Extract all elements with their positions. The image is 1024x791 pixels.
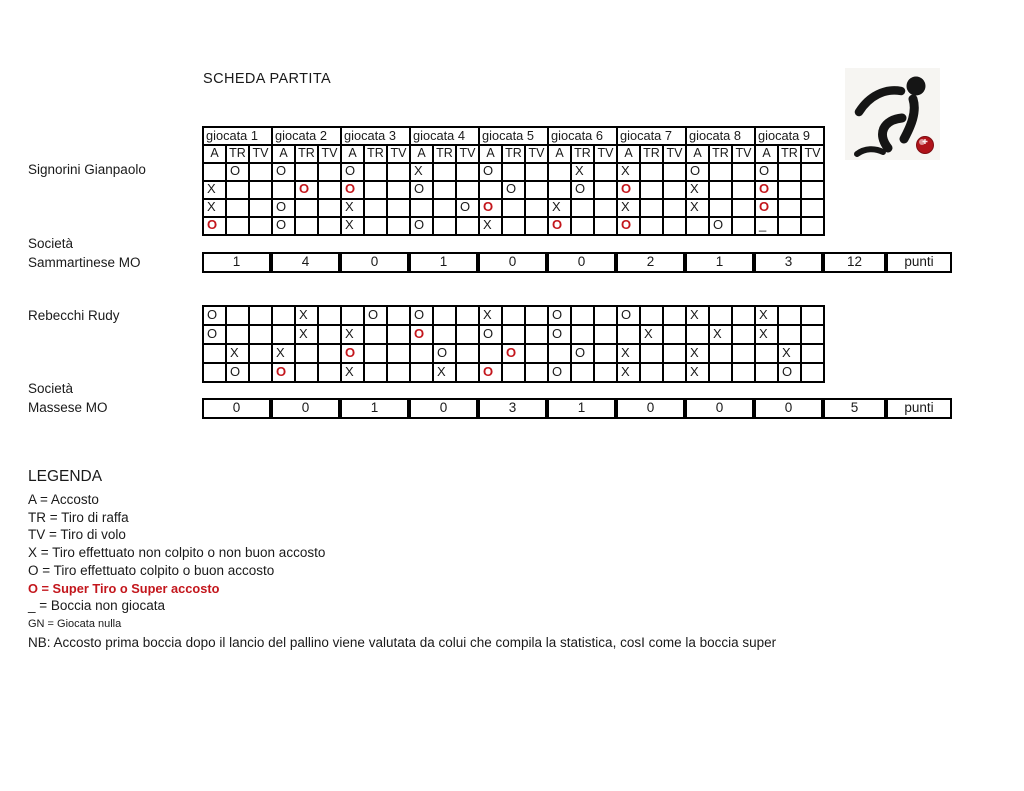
shot-type-header-cell: A — [204, 146, 227, 164]
giocata-header-cell: giocata 3 — [342, 128, 411, 146]
match-cell — [457, 218, 480, 236]
match-cell — [296, 164, 319, 182]
match-cell — [779, 307, 802, 326]
match-cell — [365, 364, 388, 383]
match-cell — [779, 182, 802, 200]
match-cell — [595, 182, 618, 200]
match-cell — [664, 218, 687, 236]
giocata-header-cell: giocata 2 — [273, 128, 342, 146]
match-cell — [457, 182, 480, 200]
shot-type-header-cell: TV — [733, 146, 756, 164]
match-cell: O — [687, 164, 710, 182]
match-cell — [733, 307, 756, 326]
match-cell: O — [549, 307, 572, 326]
match-cell: X — [342, 326, 365, 345]
points-total-cell: 12 — [823, 252, 886, 273]
match-cell — [664, 200, 687, 218]
points-cell: 1 — [409, 252, 478, 273]
match-cell — [526, 364, 549, 383]
match-cell — [526, 164, 549, 182]
points-cell: 1 — [685, 252, 754, 273]
match-cell: O — [273, 218, 296, 236]
match-cell — [434, 200, 457, 218]
match-cell — [319, 164, 342, 182]
scorecard-table-player2 — [202, 305, 825, 383]
match-cell — [434, 218, 457, 236]
match-cell — [204, 164, 227, 182]
giocata-header-cell: giocata 8 — [687, 128, 756, 146]
giocata-header-cell: giocata 9 — [756, 128, 825, 146]
match-cell: O — [503, 345, 526, 364]
match-cell: X — [687, 182, 710, 200]
match-cell: O — [480, 326, 503, 345]
points-label-cell: punti — [886, 398, 952, 419]
match-cell: X — [710, 326, 733, 345]
giocata-header-cell: giocata 1 — [204, 128, 273, 146]
match-cell — [595, 218, 618, 236]
match-cell: X — [618, 164, 641, 182]
match-cell — [388, 164, 411, 182]
match-cell — [733, 326, 756, 345]
match-cell — [733, 182, 756, 200]
match-cell — [388, 200, 411, 218]
match-cell — [411, 200, 434, 218]
match-cell — [710, 182, 733, 200]
match-cell: X — [342, 200, 365, 218]
match-cell: O — [296, 182, 319, 200]
match-cell: O — [618, 218, 641, 236]
match-cell — [503, 307, 526, 326]
match-cell — [802, 218, 825, 236]
match-cell — [273, 307, 296, 326]
match-cell: X — [687, 307, 710, 326]
match-cell — [802, 326, 825, 345]
match-cell — [388, 182, 411, 200]
legend-items — [28, 491, 908, 652]
legend — [28, 468, 908, 652]
points-row-player2 — [202, 398, 952, 419]
match-cell — [641, 182, 664, 200]
match-cell: O — [273, 200, 296, 218]
legend-item: A = Accosto — [28, 492, 99, 507]
match-cell — [388, 364, 411, 383]
match-cell — [457, 307, 480, 326]
match-cell: X — [296, 326, 319, 345]
player2-society-label: Società — [28, 381, 74, 396]
match-cell: O — [204, 307, 227, 326]
match-cell: X — [618, 200, 641, 218]
legend-item: _ = Boccia non giocata — [28, 598, 165, 614]
match-cell — [595, 345, 618, 364]
match-cell — [549, 345, 572, 364]
match-cell — [733, 218, 756, 236]
match-cell — [779, 164, 802, 182]
match-cell: O — [480, 164, 503, 182]
match-cell — [388, 307, 411, 326]
points-cell: 0 — [547, 252, 616, 273]
match-cell: O — [365, 307, 388, 326]
match-cell: O — [480, 200, 503, 218]
match-cell: O — [411, 182, 434, 200]
match-cell — [710, 364, 733, 383]
points-cell: 3 — [478, 398, 547, 419]
points-cell: 0 — [409, 398, 478, 419]
legend-item: O = Super Tiro o Super accosto — [28, 580, 220, 596]
match-cell — [250, 200, 273, 218]
match-cell: O — [572, 182, 595, 200]
match-cell: O — [572, 345, 595, 364]
match-cell — [756, 364, 779, 383]
shot-type-header-cell: TR — [641, 146, 664, 164]
match-cell: O — [618, 307, 641, 326]
points-cell: 2 — [616, 252, 685, 273]
match-cell — [526, 218, 549, 236]
match-cell — [664, 364, 687, 383]
match-cell: O — [204, 326, 227, 345]
shot-type-header-cell: A — [687, 146, 710, 164]
scorecard-table-player1 — [202, 126, 825, 236]
legend-item: X = Tiro effettuato non colpito o non buon accosto — [28, 545, 326, 561]
shot-type-header-cell: A — [618, 146, 641, 164]
giocata-header-cell: giocata 6 — [549, 128, 618, 146]
match-cell — [250, 364, 273, 383]
shot-type-header-cell: TR — [779, 146, 802, 164]
shot-type-header-cell: TV — [526, 146, 549, 164]
match-cell — [319, 326, 342, 345]
match-cell: X — [641, 326, 664, 345]
match-cell: X — [687, 200, 710, 218]
match-cell — [756, 345, 779, 364]
match-cell: O — [710, 218, 733, 236]
points-row-player1 — [202, 252, 952, 273]
match-cell — [480, 182, 503, 200]
match-cell — [388, 326, 411, 345]
match-cell — [802, 182, 825, 200]
match-cell: O — [549, 326, 572, 345]
match-cell — [779, 326, 802, 345]
match-cell: X — [342, 218, 365, 236]
match-cell: O — [411, 307, 434, 326]
points-cell: 0 — [754, 398, 823, 419]
match-cell — [503, 364, 526, 383]
match-cell: X — [273, 345, 296, 364]
match-cell — [526, 182, 549, 200]
match-cell: X — [687, 364, 710, 383]
points-cell: 0 — [271, 398, 340, 419]
match-cell: X — [618, 345, 641, 364]
shot-type-header-cell: TV — [595, 146, 618, 164]
points-cell: 1 — [547, 398, 616, 419]
match-cell: _ — [756, 218, 779, 236]
match-cell: O — [779, 364, 802, 383]
giocata-header-cell: giocata 5 — [480, 128, 549, 146]
match-cell — [595, 200, 618, 218]
match-cell: O — [273, 364, 296, 383]
match-cell — [802, 164, 825, 182]
match-cell: O — [411, 218, 434, 236]
shot-type-header-cell: TR — [365, 146, 388, 164]
match-cell — [319, 345, 342, 364]
match-cell — [319, 200, 342, 218]
legend-item: O = Tiro effettuato colpito o buon accosto — [28, 562, 275, 578]
match-cell: X — [296, 307, 319, 326]
match-cell — [595, 164, 618, 182]
points-cell: 0 — [616, 398, 685, 419]
match-cell: O — [549, 218, 572, 236]
match-cell: X — [227, 345, 250, 364]
match-cell — [802, 200, 825, 218]
match-cell — [733, 345, 756, 364]
shot-type-header-cell: A — [549, 146, 572, 164]
match-cell — [365, 218, 388, 236]
match-cell: O — [227, 364, 250, 383]
match-cell — [250, 182, 273, 200]
match-cell — [641, 307, 664, 326]
match-cell: O — [204, 218, 227, 236]
match-cell — [227, 307, 250, 326]
player2-name: Rebecchi Rudy — [28, 308, 120, 323]
match-cell — [250, 218, 273, 236]
shot-type-header-cell: A — [480, 146, 503, 164]
match-cell — [434, 326, 457, 345]
legend-title: LEGENDA — [28, 468, 103, 485]
match-cell — [411, 345, 434, 364]
match-cell — [480, 345, 503, 364]
match-cell: O — [342, 345, 365, 364]
match-cell — [526, 345, 549, 364]
match-cell — [250, 326, 273, 345]
match-cell: O — [756, 164, 779, 182]
player1-name: Signorini Gianpaolo — [28, 162, 146, 177]
match-cell — [204, 345, 227, 364]
match-cell — [365, 345, 388, 364]
match-cell — [503, 218, 526, 236]
shot-type-header-cell: TV — [319, 146, 342, 164]
match-cell — [319, 218, 342, 236]
match-cell — [802, 345, 825, 364]
match-cell — [227, 218, 250, 236]
match-cell — [641, 218, 664, 236]
legend-item: TR = Tiro di raffa — [28, 509, 129, 525]
match-cell — [434, 164, 457, 182]
match-cell: X — [618, 364, 641, 383]
match-cell — [779, 200, 802, 218]
match-cell — [664, 164, 687, 182]
match-cell: X — [480, 218, 503, 236]
match-cell — [687, 218, 710, 236]
match-cell: O — [503, 182, 526, 200]
match-cell: X — [434, 364, 457, 383]
match-cell — [664, 182, 687, 200]
giocata-header-cell: giocata 7 — [618, 128, 687, 146]
points-cell: 3 — [754, 252, 823, 273]
page-title: SCHEDA PARTITA — [203, 71, 332, 87]
match-cell: O — [756, 200, 779, 218]
match-cell — [365, 200, 388, 218]
match-cell — [641, 345, 664, 364]
player-head-shape — [907, 77, 926, 96]
match-cell — [526, 200, 549, 218]
match-cell: O — [227, 164, 250, 182]
legend-item: GN = Giocata nulla — [28, 617, 122, 630]
match-cell — [365, 182, 388, 200]
match-cell: O — [273, 164, 296, 182]
match-cell: X — [204, 200, 227, 218]
shot-type-header-cell: TR — [227, 146, 250, 164]
match-cell — [204, 364, 227, 383]
match-cell — [595, 307, 618, 326]
match-cell — [526, 307, 549, 326]
match-cell — [572, 364, 595, 383]
shot-type-header-cell: A — [273, 146, 296, 164]
match-cell — [710, 164, 733, 182]
match-cell — [572, 326, 595, 345]
match-cell — [457, 364, 480, 383]
match-cell — [388, 345, 411, 364]
match-cell — [296, 345, 319, 364]
match-cell — [227, 182, 250, 200]
match-cell — [227, 200, 250, 218]
match-cell — [572, 218, 595, 236]
shot-type-header-cell: A — [756, 146, 779, 164]
match-cell — [319, 364, 342, 383]
match-cell — [365, 164, 388, 182]
bocce-player-logo — [845, 68, 940, 160]
match-cell — [595, 326, 618, 345]
points-cell: 0 — [478, 252, 547, 273]
match-cell — [733, 200, 756, 218]
points-cell: 0 — [340, 252, 409, 273]
match-cell — [641, 200, 664, 218]
giocata-header-cell: giocata 4 — [411, 128, 480, 146]
match-cell: X — [411, 164, 434, 182]
shot-type-header-cell: TR — [296, 146, 319, 164]
match-cell — [342, 307, 365, 326]
legend-item: TV = Tiro di volo — [28, 527, 126, 543]
match-cell: O — [756, 182, 779, 200]
shot-type-header-cell: A — [411, 146, 434, 164]
match-cell — [526, 326, 549, 345]
points-label-cell: punti — [886, 252, 952, 273]
match-cell — [296, 218, 319, 236]
shot-type-header-cell: TV — [457, 146, 480, 164]
points-total-cell: 5 — [823, 398, 886, 419]
match-cell — [687, 326, 710, 345]
match-cell — [250, 307, 273, 326]
match-cell — [549, 164, 572, 182]
match-cell — [434, 182, 457, 200]
match-cell — [779, 218, 802, 236]
match-cell: X — [756, 307, 779, 326]
match-cell — [319, 182, 342, 200]
match-cell — [250, 164, 273, 182]
match-cell — [595, 364, 618, 383]
match-cell: X — [549, 200, 572, 218]
match-cell — [273, 182, 296, 200]
match-cell — [664, 326, 687, 345]
match-cell — [296, 200, 319, 218]
match-cell — [503, 164, 526, 182]
match-cell — [641, 364, 664, 383]
match-cell — [733, 364, 756, 383]
match-cell — [503, 326, 526, 345]
match-cell — [503, 200, 526, 218]
match-cell — [802, 364, 825, 383]
shot-type-header-cell: TR — [572, 146, 595, 164]
match-cell — [296, 364, 319, 383]
match-cell: X — [204, 182, 227, 200]
shot-type-header-cell: TV — [388, 146, 411, 164]
match-cell: O — [434, 345, 457, 364]
match-cell — [250, 345, 273, 364]
match-cell — [641, 164, 664, 182]
match-cell: O — [549, 364, 572, 383]
shot-type-header-cell: TV — [802, 146, 825, 164]
match-cell — [572, 307, 595, 326]
player1-society-name: Sammartinese MO — [28, 255, 141, 270]
match-cell — [664, 307, 687, 326]
match-cell — [273, 326, 296, 345]
match-cell — [457, 326, 480, 345]
match-cell — [227, 326, 250, 345]
match-cell — [457, 164, 480, 182]
match-cell — [572, 200, 595, 218]
match-cell — [802, 307, 825, 326]
player1-society-label: Società — [28, 236, 74, 251]
match-cell: X — [779, 345, 802, 364]
match-cell: O — [457, 200, 480, 218]
shot-type-header-cell: TR — [503, 146, 526, 164]
points-cell: 1 — [202, 252, 271, 273]
points-cell: 0 — [685, 398, 754, 419]
match-cell — [434, 307, 457, 326]
shot-type-header-cell: TR — [710, 146, 733, 164]
match-cell: X — [480, 307, 503, 326]
match-cell: X — [572, 164, 595, 182]
match-cell — [710, 345, 733, 364]
points-cell: 1 — [340, 398, 409, 419]
match-cell — [319, 307, 342, 326]
points-cell: 0 — [202, 398, 271, 419]
match-cell: O — [342, 164, 365, 182]
match-cell — [365, 326, 388, 345]
match-cell — [618, 326, 641, 345]
match-cell: O — [480, 364, 503, 383]
legend-item: NB: Accosto prima boccia dopo il lancio del pallino viene valutata da colui che compila la statistica, cosI come la boccia super — [28, 635, 777, 651]
shot-type-header-cell: TV — [664, 146, 687, 164]
match-cell: O — [618, 182, 641, 200]
shot-type-header-cell: TV — [250, 146, 273, 164]
match-cell: X — [342, 364, 365, 383]
match-cell — [733, 164, 756, 182]
points-cell: 4 — [271, 252, 340, 273]
match-cell — [549, 182, 572, 200]
match-cell: X — [756, 326, 779, 345]
match-cell — [710, 200, 733, 218]
match-cell — [710, 307, 733, 326]
shot-type-header-cell: TR — [434, 146, 457, 164]
player2-society-name: Massese MO — [28, 400, 108, 415]
match-cell: O — [342, 182, 365, 200]
match-cell — [457, 345, 480, 364]
match-cell — [411, 364, 434, 383]
shot-type-header-cell: A — [342, 146, 365, 164]
match-cell — [388, 218, 411, 236]
match-cell — [664, 345, 687, 364]
match-cell: O — [411, 326, 434, 345]
match-cell: X — [687, 345, 710, 364]
